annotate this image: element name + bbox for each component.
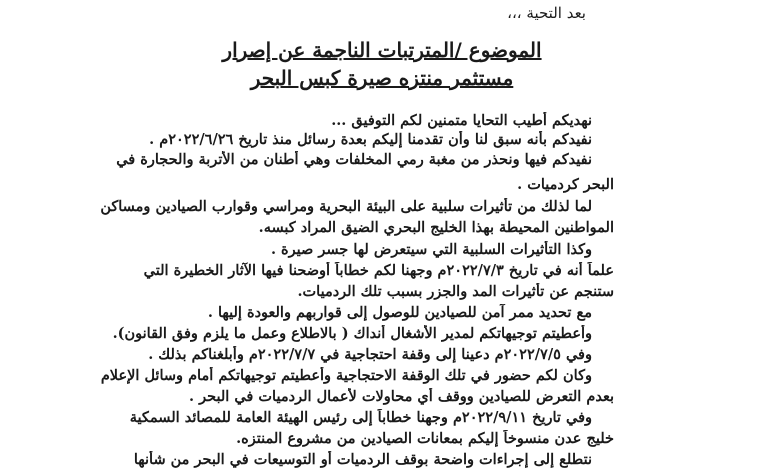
body-line: وأعطيتم توجيهاتكم لمدير الأشغال أنداك ( بالاطلاع وعمل ما يلزم وفق القانون).: [112, 325, 592, 342]
subject-line-2: مستثمر منتزه صيرة كبس البحر: [250, 66, 514, 90]
subject-line-1: الموضوع /المترتبات الناجمة عن إصرار: [222, 38, 542, 62]
body-line: لما لذلك من تأثيرات سلبية على البيئة البحرية ومراسي وقوارب الصيادين ومساكن: [100, 198, 592, 215]
body-line: وفي ٢٠٢٢/٧/٥م دعينا إلى وقفة احتجاجية في ٢٠٢٢/٧/٧م وأبلغناكم بذلك .: [148, 346, 592, 363]
body-line: نفيدكم بأنه سبق لنا وأن تقدمنا إليكم بعدة رسائل منذ تاريخ ٢٠٢٢/٦/٢٦م .: [149, 131, 592, 148]
body-line: نفيدكم فيها ونحذر من مغبة رمي المخلفات وهي أطنان من الأتربة والحجارة في: [116, 151, 592, 168]
body-line: البحر كردميات .: [517, 176, 614, 193]
body-line: ستنجم عن تأثيرات المد والجزر بسبب تلك الردميات.: [297, 283, 614, 300]
body-line: علماً أنه في تاريخ ٢٠٢٢/٧/٣م وجهنا لكم خطاباً أوضحنا فيها الآثار الخطيرة التي: [143, 262, 614, 279]
body-line: وفي تاريخ ٢٠٢٢/٩/١١م وجهنا خطاباً إلى رئيس الهيئة العامة للمصائد السمكية: [129, 409, 592, 426]
body-line: وكذا التأثيرات السلبية التي سيتعرض لها جسر صيرة .: [270, 241, 592, 258]
body-line: خليج عدن منسوخاً إليكم بمعانات الصيادين من مشروع المنتزه.: [236, 430, 614, 447]
body-line: مع تحديد ممر آمن للصيادين للوصول إلى قواربهم والعودة إليها .: [207, 304, 592, 321]
letter-greeting: بعد التحية ،،،: [507, 4, 586, 22]
body-line: بعدم التعرض للصيادين ووقف أي محاولات لأعمال الردميات في البحر .: [189, 388, 614, 405]
body-line: المواطنين المحيطة بهذا الخليج البحري الضيق المراد كبسه.: [258, 219, 614, 236]
body-line: نتطلع إلى إجراءات واضحة بوقف الردميات أو التوسيعات في البحر من شأنها: [133, 451, 592, 468]
body-line: وكان لكم حضور في تلك الوقفة الاحتجاجية وأعطيتم توجيهاتكم أمام وسائل الإعلام: [100, 367, 592, 384]
body-line: نهديكم أطيب التحايا متمنين لكم التوفيق ...: [331, 112, 592, 129]
